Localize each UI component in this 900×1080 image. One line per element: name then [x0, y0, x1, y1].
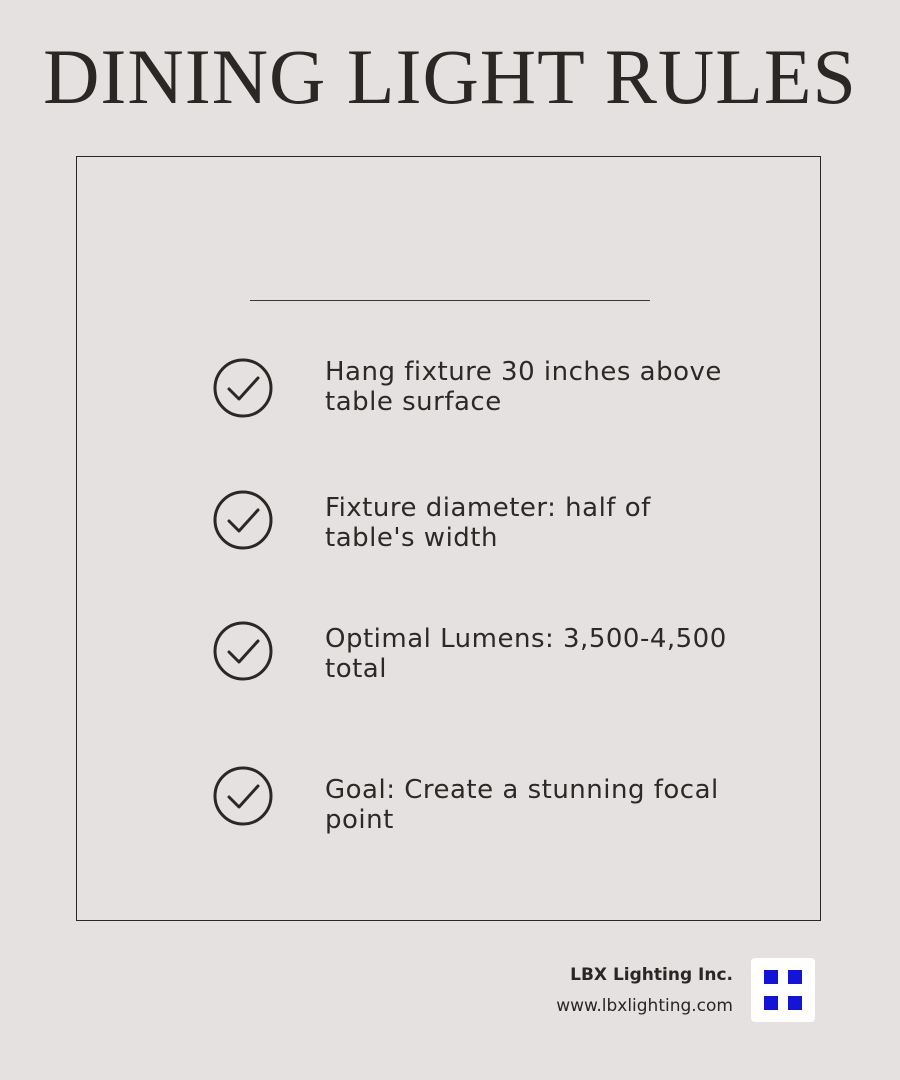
page-title: DINING LIGHT RULES	[43, 33, 857, 120]
rule-text	[325, 493, 755, 553]
check-circle-icon	[212, 489, 274, 551]
four-squares-logo-icon	[751, 958, 815, 1022]
divider-line	[250, 300, 650, 301]
rule-text-line-2: total	[325, 654, 387, 684]
rule-text-line-1: Hang fixture 30 inches above	[325, 357, 722, 387]
rule-text-line-2: table's width	[325, 523, 498, 553]
rule-item-2	[212, 489, 772, 551]
check-circle-icon	[212, 765, 274, 827]
company-name: LBX Lighting Inc.	[570, 965, 733, 985]
rule-text	[325, 775, 755, 835]
logo-square	[764, 996, 778, 1010]
rule-text-line-1: Goal: Create a stunning focal	[325, 775, 719, 805]
rule-text	[325, 357, 755, 417]
rule-item-4	[212, 765, 772, 835]
rule-text-line-1: Optimal Lumens: 3,500-4,500	[325, 624, 727, 654]
check-circle-icon	[212, 357, 274, 419]
rule-item-1	[212, 357, 772, 419]
rule-text-line-2: point	[325, 805, 394, 835]
logo-square	[788, 970, 802, 984]
rule-text	[325, 624, 755, 684]
logo-square	[788, 996, 802, 1010]
logo-square	[764, 970, 778, 984]
company-url[interactable]: www.lbxlighting.com	[556, 996, 733, 1016]
rule-text-line-1: Fixture diameter: half of	[325, 493, 651, 523]
check-circle-icon	[212, 620, 274, 682]
rule-item-3	[212, 620, 772, 682]
rule-text-line-2: table surface	[325, 387, 502, 417]
